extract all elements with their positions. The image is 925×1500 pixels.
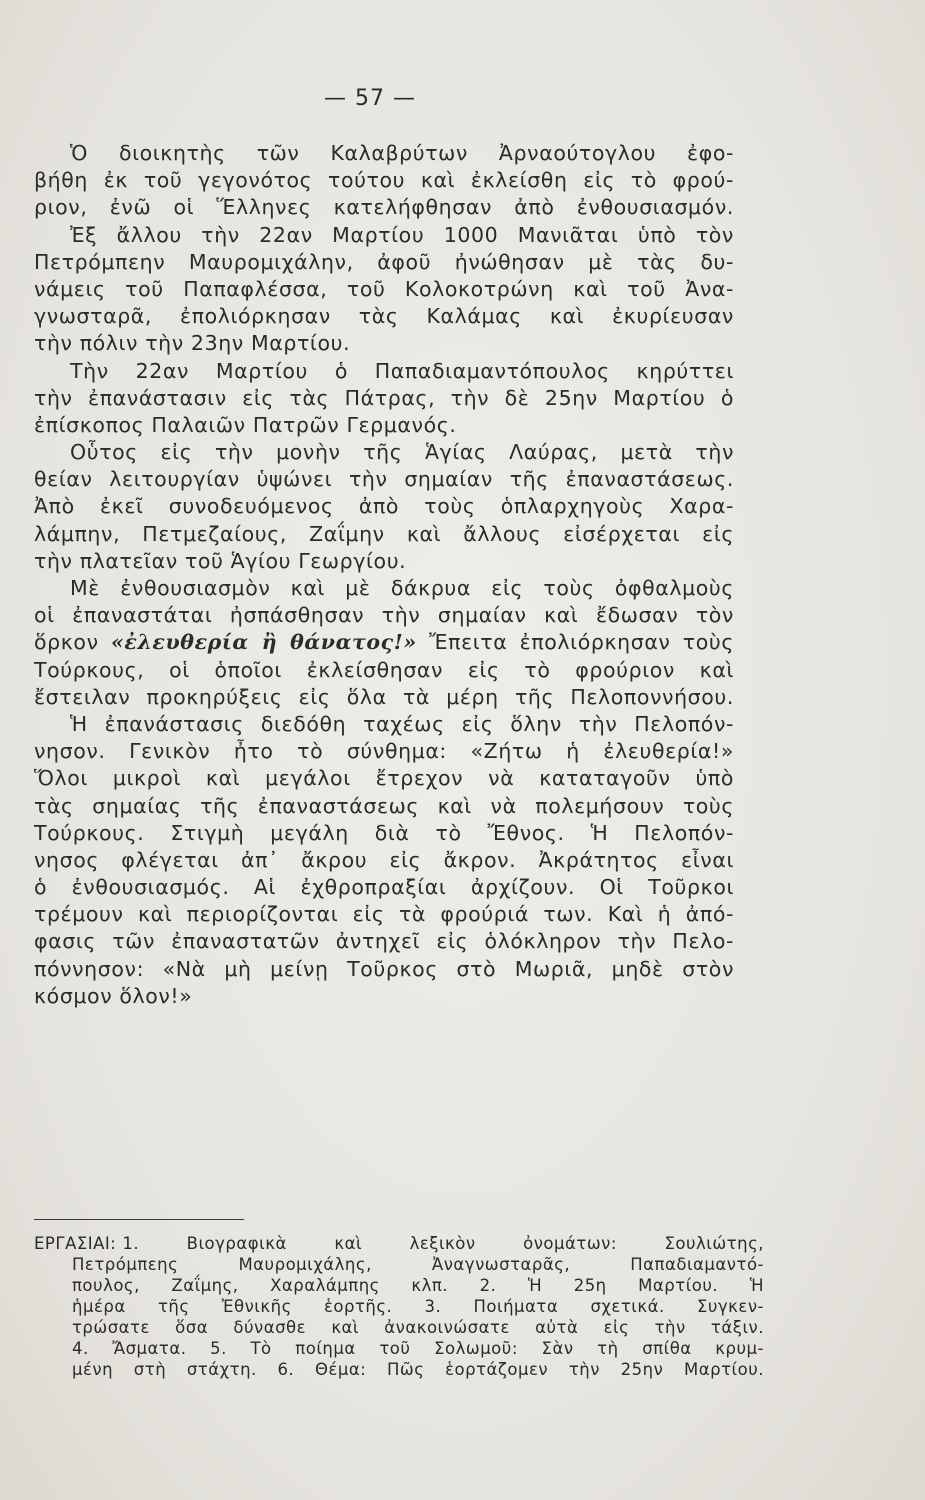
exercises-line: πουλος, Ζαΐμης, Χαραλάμπης κλπ. 2. Ἡ 25η Μαρτίου. Ἡ [72,1276,764,1295]
text-line: ἐπίσκοπος Παλαιῶν Πατρῶν Γερμανός. [34,412,457,437]
oath-prefix: ὅρκον [34,630,99,655]
text-line: βήθη ἐκ τοῦ γεγονότος τούτου καὶ ἐκλείσθη εἰς τὸ φρού- [34,168,734,193]
text-line: φασις τῶν ἐπαναστατῶν ἀντηχεῖ εἰς ὁλόκληρον τὴν Πελο- [34,929,734,954]
text-line: Ὅλοι μικροὶ καὶ μεγάλοι ἔτρεχον νὰ καταταγοῦν ὑπὸ [34,766,734,791]
text-line: τὴν πόλιν τὴν 23ην Μαρτίου. [34,331,351,356]
exercises-line: ἡμέρα τῆς Ἐθνικῆς ἑορτῆς. 3. Ποιήματα σχετικά. Συγκεν- [72,1297,764,1316]
text-line: νάμεις τοῦ Παπαφλέσσα, τοῦ Κολοκοτρώνη καὶ τοῦ Ἀνα- [34,276,734,301]
text-line: λάμπην, Πετμεζαίους, Ζαΐμην καὶ ἄλλους εἰσέρχεται εἰς [34,521,734,546]
oath-line-rest: Ἔπειτα ἐπολιόρκησαν τοὺς [429,630,734,655]
text-line: ὁ ἐνθουσιασμός. Αἱ ἐχθροπραξίαι ἀρχίζουν. Οἱ Τοῦρκοι [34,875,734,900]
text-line: τὰς σημαίας τῆς ἐπαναστάσεως καὶ νὰ πολεμήσουν τοὺς [34,793,734,818]
text-line: ἔστειλαν προκηρύξεις εἰς ὅλα τὰ μέρη τῆς Πελοποννήσου. [34,684,734,709]
exercises-label: ΕΡΓΑΣΙΑΙ: [34,1234,117,1253]
text-line: Μὲ ἐνθουσιασμὸν καὶ μὲ δάκρυα εἰς τοὺς ὀφθαλμοὺς [70,576,734,600]
exercises-line: Πετρόμπεης Μαυρομιχάλης, Ἀναγνωσταρᾶς, Παπαδιαμαντό- [72,1255,764,1274]
exercises-line: τρώσατε ὅσα δύνασθε καὶ ἀνακοινώσατε αὐτὰ εἰς τὴν τάξιν. [72,1318,764,1337]
oath-line [34,629,734,656]
exercises-line: 4. Ἄσματα. 5. Τὸ ποίημα τοῦ Σολωμοῦ: Σὰν τὴ σπίθα κρυμ- [72,1339,764,1358]
text-line: νησος φλέγεται ἀπ᾿ ἄκρου εἰς ἄκρον. Ἀκράτητος εἶναι [34,847,734,872]
text-line: Τὴν 22αν Μαρτίου ὁ Παπαδιαμαντόπουλος κηρύττει [70,358,734,383]
text-line: οἱ ἐπαναστάται ἠσπάσθησαν τὴν σημαίαν καὶ ἔδωσαν τὸν [34,603,734,628]
text-line: Ἀπὸ ἐκεῖ συνοδευόμενος ἀπὸ τοὺς ὁπλαρχηγοὺς Χαρα- [34,494,734,519]
text-line: γνωσταρᾶ, ἐπολιόρκησαν τὰς Καλάμας καὶ ἐκυρίευσαν [34,304,734,329]
text-line: θείαν λειτουργίαν ὑψώνει τὴν σημαίαν τῆς ἐπαναστάσεως. [34,467,734,492]
text-line: Ὁ διοικητὴς τῶν Καλαβρύτων Ἀρναούτογλου ἐφο- [70,141,734,165]
exercises-section [34,1233,764,1380]
text-line: Τούρκους. Στιγμὴ μεγάλη διὰ τὸ Ἔθνος. Ἡ Πελοπόν- [34,820,734,845]
main-text [34,140,734,1010]
exercises-line: μένη στὴ στάχτη. 6. Θέμα: Πῶς ἑορτάζομεν τὴν 25ην Μαρτίου. [72,1360,764,1379]
footnote-divider [34,1219,244,1220]
text-line: τρέμουν καὶ περιορίζονται εἰς τὰ φρούριά των. Καὶ ἡ ἀπό- [34,902,734,927]
oath-quote: «ἐλευθερία ἢ θάνατος!» [110,630,417,655]
text-line: Τούρκους, οἱ ὁποῖοι ἐκλείσθησαν εἰς τὸ φρούριον καὶ [34,657,734,682]
text-line: Ἡ ἐπανάστασις διεδόθη ταχέως εἰς ὅλην τὴν Πελοπόν- [70,711,734,736]
text-line: πόννησον: «Νὰ μὴ μείνῃ Τοῦρκος στὸ Μωριᾶ, μηδὲ στὸν [34,956,734,981]
text-line: Οὗτος εἰς τὴν μονὴν τῆς Ἁγίας Λαύρας, μετὰ τὴν [70,440,734,465]
text-line: Πετρόμπεην Μαυρομιχάλην, ἀφοῦ ἠνώθησαν μὲ τὰς δυ- [34,249,734,274]
exercises-text: 1. Βιογραφικὰ καὶ λεξικὸν ὀνομάτων: Σουλιώτης, [122,1234,764,1253]
text-line: νησον. Γενικὸν ἦτο τὸ σύνθημα: «Ζήτω ἡ ἐλευθερία!» [34,739,734,764]
page-number: — 57 — [324,86,416,111]
text-line: Ἐξ ἄλλου τὴν 22αν Μαρτίου 1000 Μανιᾶται ὑπὸ τὸν [70,222,734,247]
text-line: τὴν πλατεῖαν τοῦ Ἁγίου Γεωργίου. [34,548,407,573]
text-line: ριον, ἐνῶ οἱ Ἕλληνες κατελήφθησαν ἀπὸ ἐνθουσιασμόν. [34,195,734,220]
text-line: κόσμον ὅλον!» [34,983,193,1008]
text-line: τὴν ἐπανάστασιν εἰς τὰς Πάτρας, τὴν δὲ 25ην Μαρτίου ὁ [34,385,734,410]
exercises-line [34,1233,764,1254]
